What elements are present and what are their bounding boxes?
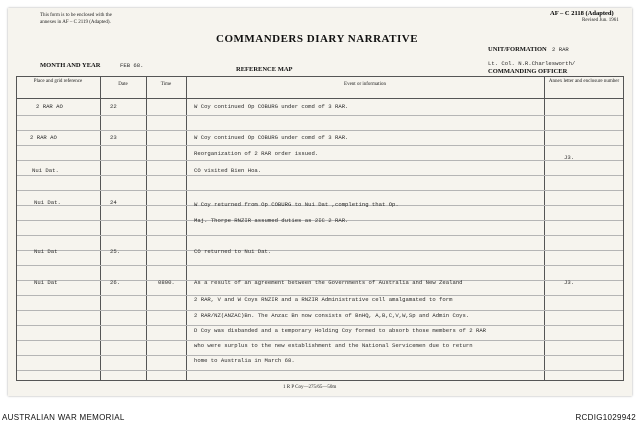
form-note-line-2: annexes in AF – C 2119 (Adapted). [40,20,111,25]
entry-event: W Coy returned from Op COBURG to Nui Dat ,completing that Op. [194,201,399,208]
table-bottom-rule [16,380,624,381]
commanding-officer-label: COMMANDING OFFICER [488,68,568,75]
table-left-rule [16,76,17,381]
column-header-event: Event or information [344,82,386,87]
entry-place: 2 RAR AO [30,134,57,141]
annex-column-rule [544,76,545,381]
archive-credit: AUSTRALIAN WAR MEMORIAL [2,413,125,422]
date-column-rule [100,76,101,381]
entry-event: CO returned to Nui Dat. [194,248,272,255]
table-right-rule [623,76,624,381]
entry-event: W Coy continued Op COBURG under comd of 3 RAR. [194,134,349,141]
event-column-rule [186,76,187,381]
column-header-place: Place and grid reference [33,79,83,84]
revised-date: Revised Jun. 1961 [582,18,619,23]
entry-event: As a result of an agreement between the Governments of Australia and New Zealand [194,279,463,286]
entry-place: Nui Dat [34,248,58,255]
row-rule [17,325,623,326]
row-rule [17,310,623,311]
entry-event: Maj. Thorpe RNZIR assumed duties as 2IC 2 RAR. [194,217,349,224]
row-rule [17,340,623,341]
row-rule [17,250,623,251]
entry-event: CO visited Bien Hoa. [194,167,262,174]
header-bottom-rule [16,98,624,99]
row-rule [17,190,623,191]
row-rule [17,235,623,236]
entry-annex: J3. [564,279,575,286]
entry-date: 24 [110,199,117,206]
row-rule [17,145,623,146]
entry-date: 23 [110,134,117,141]
row-rule [17,370,623,371]
form-note-line-1: This form is to be enclosed with the [40,13,112,18]
page-title: COMMANDERS DIARY NARRATIVE [216,33,419,45]
entry-date: 22 [110,103,117,110]
entry-continuation-line: home to Australia in March 68. [194,357,295,364]
printer-imprint: 1 R P Coy—275/65—50m [283,385,337,390]
column-header-annex: Annex letter and enclosure number [548,79,620,84]
reference-map-label: REFERENCE MAP [236,66,293,73]
column-header-time: Time [160,82,172,87]
entry-place: Nui Dat [34,279,58,286]
row-rule [17,160,623,161]
unit-value: 2 RAR [552,46,569,53]
entry-continuation-line: D Coy was disbanded and a temporary Holding Coy formed to absorb those members of 2 RAR [194,327,487,334]
row-rule [17,175,623,176]
month-year-value: FEB 68. [120,62,144,69]
form-code: AF – C 2118 (Adapted) [550,10,614,17]
column-header-date: Date [118,82,128,87]
entry-event: W Coy continued Op COBURG under comd of 3 RAR. [194,103,349,110]
entry-place: 2 RAR AO [36,103,63,110]
row-rule [17,115,623,116]
row-rule [17,130,623,131]
row-rule [17,355,623,356]
time-column-rule [146,76,147,381]
commanding-officer-name: Lt. Col. N.R.Charlesworth/ [488,60,576,67]
entry-place: Nui Dat. [32,167,59,174]
entry-continuation-line: who were surplus to the new establishment and the National Servicemen due to return [194,342,473,349]
entry-event: Reorganization of 2 RAR order issued. [194,150,319,157]
diary-sheet [8,8,632,396]
entry-time: 0800. [158,279,175,286]
entry-date: 26. [110,279,121,286]
entry-place: Nui Dat. [34,199,61,206]
entry-continuation-line: 2 RAR, V and W Coys RNZIR and a RNZIR Administrative cell amalgamated to form [194,296,453,303]
row-rule [17,265,623,266]
table-top-rule [16,76,624,77]
entry-date: 25. [110,248,121,255]
archive-reference: RCDIG1029942 [575,413,636,422]
unit-label: UNIT/FORMATION [488,46,547,53]
month-year-label: MONTH AND YEAR [40,62,101,69]
entry-annex: J3. [564,154,575,161]
entry-continuation-line: 2 RAR/NZ(ANZAC)Bn. The Anzac Bn now consists of BnHQ, A,B,C,V,W,Sp and Admin Coys. [194,312,470,319]
